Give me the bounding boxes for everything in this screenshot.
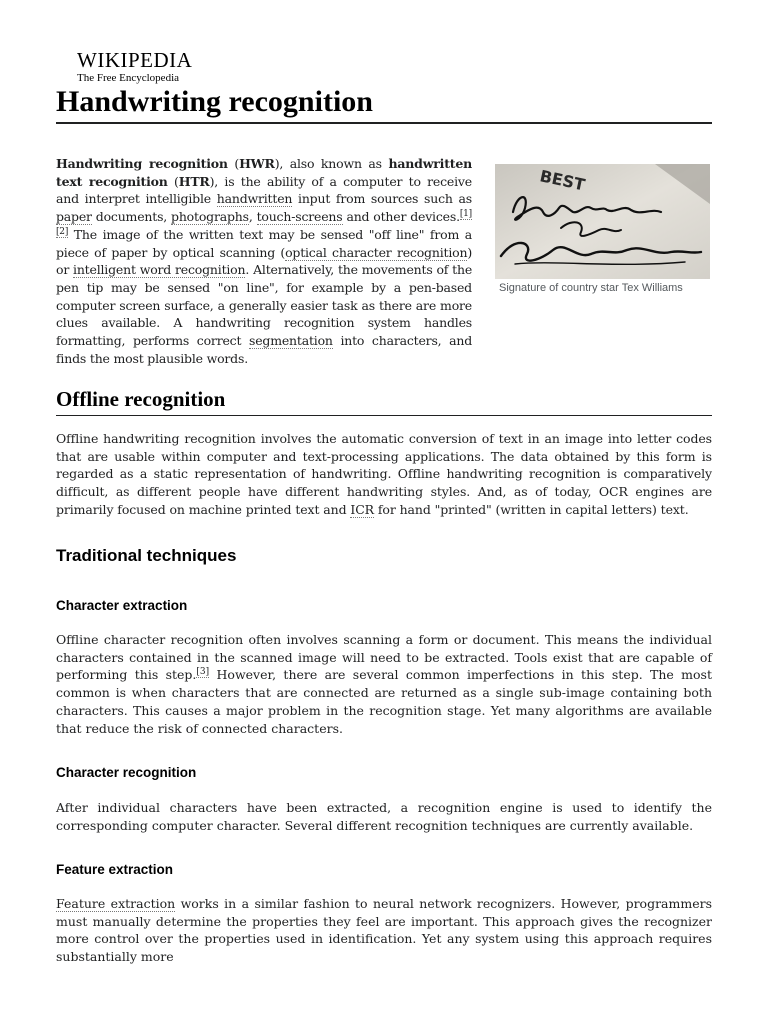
link-handwritten[interactable]: handwritten [216, 191, 293, 207]
lead-paragraph: Handwriting recognition (HWR), also known as handwritten text recognition (HTR), is the ability of a computer to receive and interpret intelligible handwritten input from sources such as paper documents, photographs, touch-screens and other devices.[1][2] The image of the written text may be sensed "off line" from a piece of paper by optical scanning (optical character recognition) or intelligent word recognition. Alternatively, the movements of the pen tip may be sensed "on line", for example by a pen-based computer screen surface, a generally easier task as there are more clues available. A handwriting recognition system handles formatting, performs correct segmentation into characters, and finds the most plausible words. [56, 156, 473, 366]
character-recognition-paragraph: After individual characters have been extracted, a recognition engine is used to identify the corresponding computer character. Several different recognition techniques are currently available. [56, 800, 712, 833]
citation-1[interactable]: [1] [459, 208, 472, 219]
link-icr[interactable]: ICR [350, 501, 374, 517]
citation-2[interactable]: [2] [56, 226, 69, 237]
citation-3[interactable]: [3] [196, 667, 210, 678]
link-paper[interactable]: paper [56, 209, 92, 225]
link-photographs[interactable]: photographs [171, 209, 249, 225]
bold-term: HWR [239, 156, 275, 171]
bold-term: HTR [178, 173, 210, 189]
svg-text:BEST: BEST [538, 166, 587, 195]
link-touch-screens[interactable]: touch-screens [256, 209, 343, 225]
bold-term: handwritten text recognition [56, 156, 472, 189]
link-intelligent-word-recognition[interactable]: intelligent word recognition [73, 262, 246, 278]
signature-figure [495, 164, 711, 297]
link-feature-extraction[interactable]: Feature extraction [56, 896, 176, 911]
signature-image[interactable] [495, 164, 710, 279]
logo-wordmark: WIKIPEDIA [77, 48, 193, 72]
character-extraction-paragraph: Offline character recognition often involves scanning a form or document. This means the individual characters contained in the scanned image will need to be extracted. Tools exist that are capable of performing this step.[3] However, there are several common imperfections in this step. The most common is when characters that are connected are returned as a single sub-image containing both characters. This causes a major problem in the recognition stage. Yet many algorithms are available that reduce the risk of connected characters. [56, 632, 712, 736]
link-segmentation[interactable]: segmentation [248, 333, 333, 349]
section-heading-offline-recognition: Offline recognition [56, 386, 712, 416]
heading-feature-extraction: Feature extraction [56, 862, 174, 877]
subsection-heading-traditional-techniques: Traditional techniques [56, 546, 237, 565]
heading-character-extraction: Character extraction [56, 598, 188, 613]
offline-paragraph: Offline handwriting recognition involves the automatic conversion of text in an image into letter codes that are usable within computer and text-processing applications. The data obtained by this form is regarded as a static representation of handwriting. Offline handwriting recognition is comparatively difficult, as different people have different handwriting styles. And, as of today, OCR engines are primarily focused on machine printed text and ICR for hand "printed" (written in capital letters) text. [56, 431, 712, 517]
page-title: Handwriting recognition [56, 85, 712, 124]
figure-caption: Signature of country star Tex Williams [499, 282, 683, 294]
heading-character-recognition: Character recognition [56, 765, 197, 780]
feature-extraction-paragraph: Feature extraction works in a similar fashion to neural network recognizers. However, programmers must manually determine the properties they feel are important. This approach gives the recognizer more control over the properties used in identification. Yet any system using this approach requires substantially more [56, 896, 712, 965]
link-optical-character-recognition[interactable]: optical character recognition [285, 244, 468, 260]
bold-term: Handwriting recognition [56, 156, 228, 171]
logo-tagline: The Free Encyclopedia [77, 72, 180, 84]
wikipedia-logo[interactable] [77, 50, 192, 85]
